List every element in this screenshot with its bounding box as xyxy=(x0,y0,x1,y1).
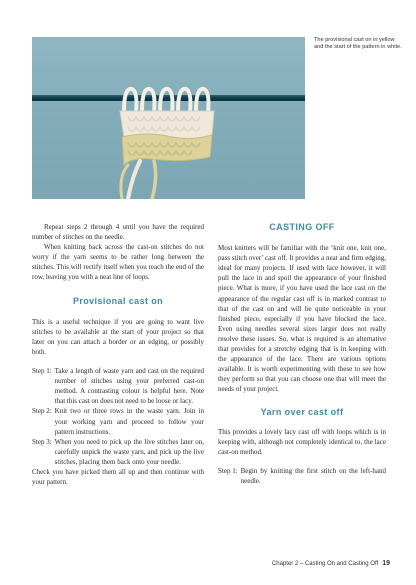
step-label: Step 1: xyxy=(32,367,52,376)
step-text: Take a length of waste yarn and cast on the required number of stitches using your preferred cast-on method. A contrasting colour is helpful here. Note that this cast on does not need to be loose or lacy. xyxy=(54,367,204,406)
step-text: Knit two or three rows in the waste yarn. Join in your working yarn and proceed to follow your pattern instructions. xyxy=(54,407,204,436)
paragraph: This provides a lovely lacy cast off with loops which is in keeping with, although not completely identical to, the lace cast-on method. xyxy=(218,427,386,456)
step xyxy=(32,366,204,406)
paragraph: Most knitters will be familiar with the ‘knit one, knit one, pass stitch over’ cast off. It provides a neat and firm edging, ideal for many projects. If used with lace however, it will pull the lace in and spoil the appearance of your finished piece. What is more, if you have used the lace cast on the appearance of the regular cast off is in marked contrast to that of the cast on and will be quite noticeable in your finished piece, especially if you have blocked the lace. Even using needles several sizes larger does not really resolve these issues. So, what is required is an alternative that provides for a stretchy edging that is in keeping with the appearance of the lace. There are various options available. It is worth experimenting with these to see how they perform so that you can choose one that will meet the needs of your project. xyxy=(218,244,386,394)
left-column xyxy=(32,222,204,487)
page-number: 19 xyxy=(382,560,390,567)
step-label: Step 2: xyxy=(32,407,52,416)
paragraph: When knitting back across the cast-on stitches do not worry if the yarn seems to be rather long between the stitches. This will rectify itself when you reach the end of the row, leaving you with a neat line of loops. xyxy=(32,243,204,282)
yarn-tails xyxy=(121,161,156,199)
step-text: When you need to pick up the live stitches later on, carefully unpick the waste yarn, and pick up the live stitches, placing them back onto your needle. xyxy=(54,437,204,466)
knitting-needle xyxy=(32,95,305,101)
step xyxy=(32,437,204,467)
yellow-cast-on xyxy=(122,134,212,165)
step-label: Step 1: xyxy=(218,466,238,475)
paragraph: This is a useful technique if you are going to want live stitches to be available at the start of your project so that later on you can attach a border or an edging, or possibly both. xyxy=(32,317,204,356)
knitting-illustration xyxy=(32,37,305,199)
step-text: Begin by knitting the first stitch on the left-hand needle. xyxy=(240,466,386,485)
section-heading: CASTING OFF xyxy=(269,222,335,232)
step-label: Step 3: xyxy=(32,437,52,446)
paragraph: Repeat steps 2 through 4 until you have the required number of stitches on the needle. xyxy=(32,223,204,242)
knitting-photo xyxy=(32,37,305,199)
step xyxy=(32,406,204,436)
paragraph: Check you have picked them all up and then continue with your pattern. xyxy=(32,467,204,487)
step xyxy=(218,466,386,486)
photo-caption: The provisional cast on in yellow and the start of the pattern in white. xyxy=(314,37,402,50)
right-column xyxy=(218,222,386,486)
page-footer xyxy=(260,560,390,567)
section-heading: Yarn over cast off xyxy=(260,406,344,417)
chapter-title: Chapter 2 – Casting On and Casting Off xyxy=(271,561,379,567)
section-heading: Provisional cast on xyxy=(72,295,164,306)
